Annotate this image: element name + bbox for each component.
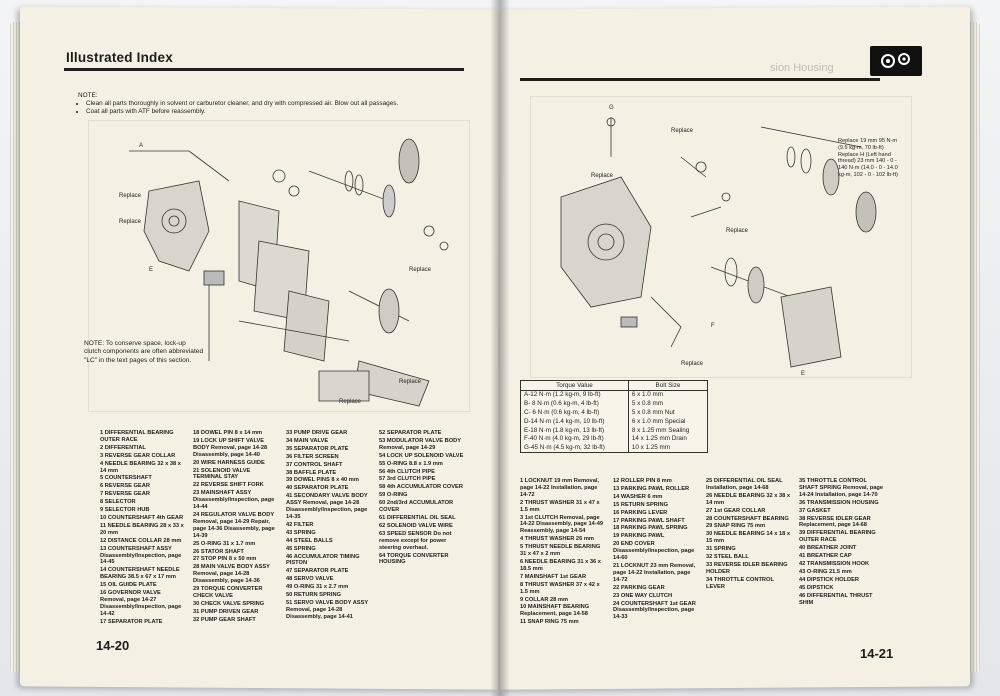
- legend-item: 56 4th CLUTCH PIPE: [379, 468, 435, 475]
- legend-item: 46 ACCUMULATOR TIMING PISTON: [286, 553, 360, 567]
- book-gutter: [490, 0, 510, 696]
- legend-item: 27 1st GEAR COLLAR: [706, 507, 766, 514]
- legend-item: 14 WASHER 6 mm: [613, 493, 663, 500]
- torque-row: [521, 435, 708, 444]
- legend-column: [193, 430, 280, 627]
- legend-item: 20 END COVER Disassembly/Inspection, page 14-60: [613, 541, 695, 562]
- legend-item: 3 REVERSE GEAR COLLAR: [100, 452, 176, 459]
- legend-item: 43 SPRING: [286, 529, 316, 536]
- note-item: • Coat all parts with ATF before reassembly.: [86, 108, 458, 116]
- legend-item: 32 PUMP GEAR SHAFT: [193, 616, 256, 623]
- legend-column: [286, 430, 373, 627]
- legend-item: 31 PUMP DRIVEN GEAR: [193, 608, 259, 615]
- legend-item: 3 1st CLUTCH Removal, page 14-22 Disassembly, page 14-49 Reassembly, page 14-54: [520, 514, 604, 535]
- diagram-label: Replace: [119, 193, 142, 199]
- torque-cell: 6 x 1.0 mm: [628, 390, 707, 399]
- gears-icon: [870, 46, 922, 76]
- torque-cell: A-12 N·m (1.2 kg-m, 9 lb-ft): [521, 390, 629, 399]
- diagram-label: E: [801, 371, 806, 377]
- diagram-label: A: [139, 143, 144, 149]
- legend-item: 58 4th ACCUMULATOR COVER: [379, 484, 463, 491]
- replace-note: Replace 19 mm 95 N·m (9.5 kg-m, 70 lb-ft) Replace H (Left hand thread) 23 mm 140 - 0 - 140 N·m (14.0 - 0 - 14.0 kg-m, 102 - 0 - 102 lb-ft): [838, 138, 898, 178]
- torque-header: Bolt Size: [628, 381, 707, 391]
- legend-item: 1 LOCKNUT 19 mm Removal, page 14-22 Installation, page 14-72: [520, 478, 600, 498]
- note-heading: NOTE:: [78, 92, 98, 99]
- legend-item: 29 SNAP RING 75 mm: [706, 523, 766, 530]
- torque-row: [521, 390, 708, 399]
- legend-item: 1 DIFFERENTIAL BEARING OUTER RACE: [100, 430, 174, 443]
- title-rule-right: [520, 78, 880, 81]
- legend-item: 34 MAIN VALVE: [286, 437, 329, 444]
- legend-item: 41 BREATHER CAP: [799, 553, 852, 560]
- torque-cell: C- 6 N·m (0.6 kg-m, 4 lb-ft): [521, 408, 629, 417]
- legend-item: 13 PARKING PAWL ROLLER: [613, 485, 690, 492]
- legend-item: 26 NEEDLE BEARING 32 x 38 x 14 mm: [706, 492, 791, 506]
- diagram-label: Replace: [409, 267, 432, 273]
- torque-table: [520, 380, 708, 453]
- side-note: NOTE: To conserve space, lock-up clutch components are often abbreviated "LC" in the text pages of this section.: [84, 340, 204, 364]
- legend-item: 35 SEPARATOR PLATE: [286, 445, 349, 452]
- legend-item: 30 CHECK VALVE SPRING: [193, 600, 265, 607]
- legend-column: [706, 478, 793, 627]
- legend-item: 11 NEEDLE BEARING 28 x 33 x 20 mm: [100, 522, 184, 536]
- legend-item: 18 DOWEL PIN 8 x 14 mm: [193, 430, 263, 436]
- legend-item: 50 RETURN SPRING: [286, 592, 341, 599]
- legend-item: 17 PARKING PAWL SHAFT: [613, 517, 685, 524]
- title-rule-left: [64, 68, 464, 71]
- legend-item: 47 SEPARATOR PLATE: [286, 568, 349, 575]
- legend-item: 4 THRUST WASHER 26 mm: [520, 536, 594, 543]
- legend-column: [613, 478, 700, 627]
- legend-item: 52 SEPARATOR PLATE: [379, 430, 442, 436]
- legend-item: 31 SPRING: [706, 546, 736, 553]
- legend-item: 24 COUNTERSHAFT 1st GEAR Disassembly/Inspection, page 14-33: [613, 600, 696, 621]
- torque-cell: 14 x 1.25 mm Drain: [628, 435, 707, 444]
- legend-item: 62 SOLENOID VALVE WIRE: [379, 522, 453, 529]
- legend-item: 15 OIL GUIDE PLATE: [100, 582, 157, 589]
- legend-item: 17 SEPARATOR PLATE: [100, 618, 163, 625]
- legend-item: 57 3rd CLUTCH PIPE: [379, 476, 436, 483]
- legend-item: 33 REVERSE IDLER BEARING HOLDER: [706, 561, 788, 575]
- legend-item: 40 BREATHER JOINT: [799, 545, 857, 552]
- legend-item: 2 THRUST WASHER 31 x 47 x 1.5 mm: [520, 499, 600, 513]
- legend-item: 7 MAINSHAFT 1st GEAR: [520, 573, 587, 580]
- torque-cell: 10 x 1.25 mm: [628, 443, 707, 452]
- torque-cell: 5 x 0.8 mm Nut: [628, 408, 707, 417]
- note-block: [78, 92, 458, 116]
- diagram-label: Replace: [591, 173, 614, 179]
- legend-item: 64 TORQUE CONVERTER HOUSING: [379, 552, 449, 566]
- legend-item: 21 LOCKNUT 23 mm Removal, page 14-22 Installation, page 14-72: [613, 562, 696, 583]
- legend-item: 6 NEEDLE BEARING 31 x 36 x 18.5 mm: [520, 558, 601, 572]
- legend-item: 60 2nd/3rd ACCUMULATOR COVER: [379, 500, 454, 514]
- torque-row: [521, 400, 708, 409]
- legend-item: 9 COLLAR 28 mm: [520, 596, 569, 603]
- legend-item: 6 REVERSE GEAR: [100, 483, 150, 490]
- legend-item: 5 COUNTERSHAFT: [100, 475, 152, 482]
- legend-item: 40 SEPARATOR PLATE: [286, 485, 349, 492]
- legend-item: 19 LOCK UP SHIFT VALVE BODY Removal, page 14-28 Disassembly, page 14-40: [193, 437, 268, 458]
- legend-item: 8 THRUST WASHER 37 x 42 x 1.5 mm: [520, 581, 600, 595]
- legend-item: 12 ROLLER PIN 8 mm: [613, 478, 672, 484]
- legend-item: 37 GASKET: [799, 507, 831, 514]
- legend-item: 22 REVERSE SHIFT FORK: [193, 482, 264, 489]
- legend-item: 37 CONTROL SHAFT: [286, 461, 343, 468]
- diagram-label: Replace: [726, 228, 749, 234]
- torque-cell: 8 x 1.25 mm Sealing: [628, 426, 707, 435]
- legend-item: 30 NEEDLE BEARING 14 x 18 x 15 mm: [706, 531, 791, 545]
- legend-item: 43 O-RING 21.5 mm: [799, 568, 852, 575]
- legend-item: 28 MAIN VALVE BODY ASSY Removal, page 14-28 Disassembly, page 14-36: [193, 564, 270, 585]
- legend-column: [799, 478, 886, 627]
- torque-row: [521, 408, 708, 417]
- exploded-diagram-left: [88, 120, 470, 412]
- legend-item: 32 STEEL BALL: [706, 554, 749, 561]
- diagram-label: Replace: [339, 399, 362, 405]
- legend-item: 28 COUNTERSHAFT BEARING: [706, 515, 789, 522]
- diagram-label: G: [609, 105, 614, 111]
- legend-item: 16 PARKING LEVER: [613, 509, 668, 516]
- torque-cell: F-40 N·m (4.0 kg-m, 29 lb-ft): [521, 435, 629, 444]
- legend-item: 39 DOWEL PINS 8 x 40 mm: [286, 477, 359, 484]
- legend-item: 42 TRANSMISSION HOOK: [799, 560, 870, 567]
- legend-item: 54 LOCK UP SOLENOID VALVE: [379, 452, 464, 459]
- legend-item: 44 STEEL BALLS: [286, 537, 333, 544]
- torque-cell: E-18 N·m (1.8 kg-m, 13 lb-ft): [521, 426, 629, 435]
- diagram-label: Replace: [681, 361, 704, 367]
- legend-item: 44 DIPSTICK HOLDER: [799, 576, 860, 583]
- torque-cell: D-14 N·m (1.4 kg-m, 10 lb-ft): [521, 417, 629, 426]
- page-title: Illustrated Index: [66, 50, 173, 65]
- ghost-heading: sion Housing: [770, 62, 834, 74]
- legend-item: 29 TORQUE CONVERTER CHECK VALVE: [193, 586, 263, 599]
- legend-item: 25 O-RING 31 x 1.7 mm: [193, 540, 256, 547]
- legend-item: 22 PARKING GEAR: [613, 584, 665, 591]
- legend-item: 61 DIFFERENTIAL OIL SEAL: [379, 514, 456, 521]
- legend-item: 18 PARKING PAWL SPRING: [613, 525, 688, 532]
- legend-item: 53 MODULATOR VALVE BODY Removal, page 14-29: [379, 437, 461, 451]
- legend-item: 10 MAINSHAFT BEARING Replacement, page 14-58: [520, 604, 590, 618]
- parts-legend-right: [520, 478, 886, 627]
- page-number-right: 14-21: [860, 646, 894, 661]
- legend-item: 10 COUNTERSHAFT 4th GEAR: [100, 514, 184, 521]
- legend-item: 27 STOP PIN 8 x 50 mm: [193, 556, 257, 563]
- legend-item: 9 SELECTOR HUB: [100, 507, 150, 514]
- diagram-label: Replace: [671, 128, 694, 134]
- legend-item: 11 SNAP RING 75 mm: [520, 619, 579, 626]
- legend-item: 48 SERVO VALVE: [286, 576, 334, 583]
- legend-item: 7 REVERSE GEAR: [100, 491, 150, 498]
- legend-column: [379, 430, 466, 627]
- legend-item: 41 SECONDARY VALVE BODY ASSY Removal, page 14-28 Disassembly/Inspection, page 14-35: [286, 493, 368, 520]
- legend-item: 2 DIFFERENTIAL: [100, 444, 146, 451]
- legend-item: 38 BAFFLE PLATE: [286, 469, 337, 476]
- diagram-label: F: [711, 323, 715, 329]
- legend-item: 35 THROTTLE CONTROL SHAFT SPRING Removal, page 14-24 Installation, page 14-70: [799, 478, 884, 498]
- legend-item: 16 GOVERNOR VALVE Removal, page 14-27 Disassembly/Inspection, page 14-42: [100, 590, 182, 617]
- torque-row: [521, 443, 708, 452]
- legend-item: 12 DISTANCE COLLAR 28 mm: [100, 537, 182, 544]
- parts-legend-left: [100, 430, 466, 627]
- legend-item: 46 DIFFERENTIAL THRUST SHIM: [799, 592, 873, 606]
- legend-item: 51 SERVO VALVE BODY ASSY Removal, page 14-28 Disassembly, page 14-41: [286, 599, 369, 620]
- note-item: • Clean all parts thoroughly in solvent or carburetor cleaner, and dry with compressed air. Blow out all passages.: [86, 100, 458, 108]
- page-number-left: 14-20: [96, 638, 130, 653]
- torque-cell: 5 x 0.8 mm: [628, 400, 707, 409]
- legend-item: 39 DIFFERENTIAL BEARING OUTER RACE: [799, 530, 876, 544]
- legend-item: 14 COUNTERSHAFT NEEDLE BEARING 38.5 x 67 x 17 mm: [100, 567, 180, 581]
- torque-cell: B- 8 N·m (0.6 kg-m, 4 lb-ft): [521, 400, 629, 409]
- legend-item: 24 REGULATOR VALVE BODY Removal, page 14-29 Repair, page 14-36 Disassembly, page 14-39: [193, 511, 275, 539]
- legend-item: 15 RETURN SPRING: [613, 501, 668, 508]
- legend-item: 36 FILTER SCREEN: [286, 453, 339, 460]
- legend-item: 45 SPRING: [286, 545, 316, 552]
- legend-column: [520, 478, 607, 627]
- diagram-label: Replace: [399, 379, 422, 385]
- torque-row: [521, 426, 708, 435]
- legend-item: 55 O-RING 8.8 x 1.9 mm: [379, 460, 443, 467]
- legend-item: 19 PARKING PAWL: [613, 533, 665, 540]
- legend-item: 63 SPEED SENSOR Do not remove except for power steering overhaul.: [379, 530, 452, 551]
- torque-cell: 6 x 1.0 mm Special: [628, 417, 707, 426]
- torque-row: [521, 417, 708, 426]
- legend-item: 49 O-RING 31 x 2.7 mm: [286, 584, 349, 591]
- legend-item: 42 FILTER: [286, 521, 314, 528]
- legend-item: 38 REVERSE IDLER GEAR Replacement, page 14-68: [799, 515, 871, 529]
- legend-item: 23 ONE WAY CLUTCH: [613, 592, 673, 599]
- legend-item: 5 THRUST NEEDLE BEARING 31 x 47 x 2 mm: [520, 544, 601, 558]
- torque-header: Torque Value: [521, 381, 629, 391]
- diagram-label: Replace: [119, 219, 142, 225]
- legend-item: 4 NEEDLE BEARING 32 x 38 x 14 mm: [100, 460, 181, 474]
- legend-item: 59 O-RING: [379, 492, 408, 499]
- legend-item: 20 WIRE HARNESS GUIDE: [193, 459, 265, 466]
- torque-cell: G-45 N·m (4.5 kg-m, 32 lb-ft): [521, 443, 629, 452]
- legend-item: 23 MAINSHAFT ASSY Disassembly/Inspection, page 14-44: [193, 490, 275, 511]
- legend-item: 34 THROTTLE CONTROL LEVER: [706, 576, 774, 590]
- diagram-label: E: [149, 267, 154, 273]
- legend-item: 45 DIPSTICK: [799, 584, 834, 591]
- legend-item: 36 TRANSMISSION HOUSING: [799, 499, 879, 506]
- legend-item: 13 COUNTERSHAFT ASSY Disassembly/Inspection, page 14-45: [100, 545, 182, 566]
- legend-item: 25 DIFFERENTIAL OIL SEAL Installation, page 14-68: [706, 478, 783, 491]
- legend-item: 33 PUMP DRIVE GEAR: [286, 430, 348, 436]
- legend-item: 8 SELECTOR: [100, 499, 136, 506]
- legend-column: [100, 430, 187, 627]
- legend-item: 26 STATOR SHAFT: [193, 548, 244, 555]
- legend-item: 21 SOLENOID VALVE TERMINAL STAY: [193, 467, 251, 481]
